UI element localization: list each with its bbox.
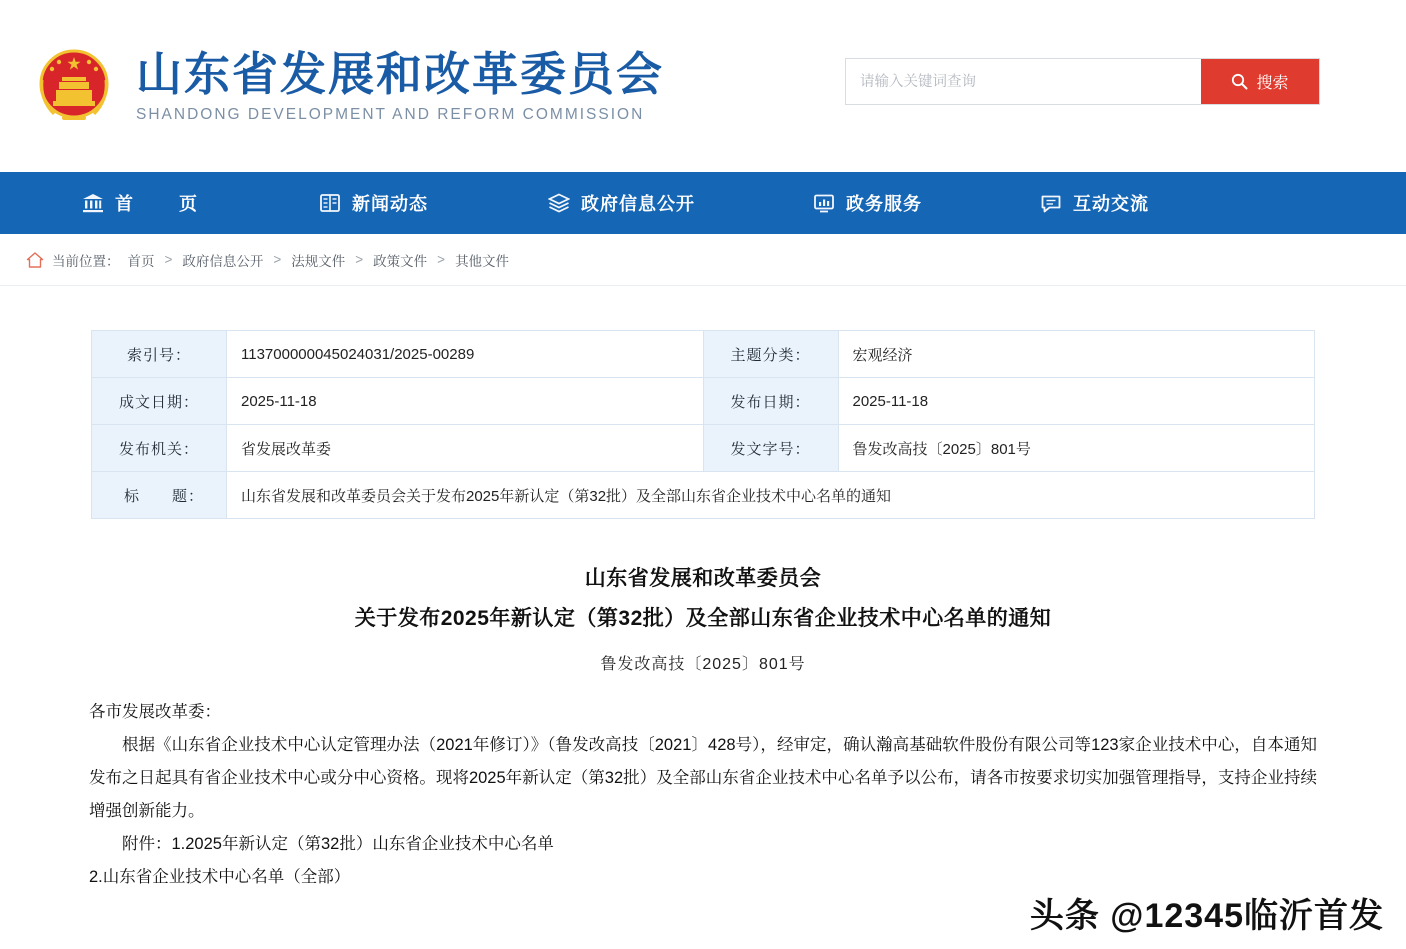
document-title-line2: 关于发布2025年新认定（第32批）及全部山东省企业技术中心名单的通知 (354, 606, 1052, 630)
site-title-block (136, 48, 664, 125)
search-input[interactable] (846, 59, 1201, 104)
breadcrumb (0, 234, 1406, 286)
search-button[interactable] (1201, 59, 1319, 104)
nav-item-interaction[interactable] (1040, 190, 1149, 216)
layers-icon (548, 192, 570, 214)
nav-item-gov-service[interactable] (813, 190, 922, 216)
document-body (89, 696, 1317, 894)
attachment-line-2: 2.山东省企业技术中心名单（全部） (89, 867, 351, 886)
breadcrumb-separator: > (355, 252, 364, 267)
nav-item-interaction-label: 互动交流 (1073, 194, 1149, 214)
table-row (92, 331, 1315, 378)
nav-item-gov-service-label: 政务服务 (846, 194, 922, 214)
nav-item-gov-info[interactable] (548, 190, 695, 216)
body-paragraph-1: 根据《山东省企业技术中心认定管理办法（2021年修订）》（鲁发改高技〔2021〕428号），经审定，确认瀚高基础软件股份有限公司等123家企业技术中心，自本通知发布之日起具有省企业技术中心或分中心资格。现将2025年新认定（第32批）及全部山东省企业技术中心名单予以公布，请各市按要求切实加强管理指导，支持企业持续增强创新能力。 (89, 735, 1317, 820)
table-row (92, 472, 1315, 519)
monitor-icon (813, 192, 835, 214)
search-box[interactable] (845, 58, 1320, 105)
nav-item-news-label: 新闻动态 (352, 194, 428, 214)
breadcrumb-item-1[interactable]: 政府信息公开 (182, 253, 264, 269)
home-bank-icon (82, 192, 104, 214)
meta-value-topic-category: 宏观经济 (838, 331, 1315, 378)
site-logo[interactable] (28, 40, 664, 132)
meta-key-title: 标 题： (92, 472, 227, 519)
main-nav (0, 172, 1406, 234)
document-number: 鲁发改高技〔2025〕801号 (600, 655, 806, 673)
site-title-cn: 山东省发展和改革委员会 (136, 47, 664, 100)
search-icon (1231, 73, 1248, 90)
nav-item-home[interactable] (82, 190, 211, 216)
meta-key-publish-date: 发布日期： (703, 378, 838, 425)
breadcrumb-item-0[interactable]: 首页 (127, 253, 155, 269)
nav-item-news[interactable] (319, 190, 428, 216)
table-row (92, 378, 1315, 425)
watermark: 头条 @12345临沂首发 (1029, 897, 1384, 935)
meta-value-index-number: 113700000045024031/2025-00289 (227, 331, 704, 378)
salutation: 各市发展改革委： (89, 702, 221, 721)
meta-value-title: 山东省发展和改革委员会关于发布2025年新认定（第32批）及全部山东省企业技术中心名单的通知 (227, 472, 1315, 519)
breadcrumb-separator: > (164, 252, 173, 267)
home-icon (26, 251, 44, 269)
breadcrumb-item-4[interactable]: 其他文件 (455, 253, 510, 269)
meta-value-document-number: 鲁发改高技〔2025〕801号 (838, 425, 1315, 472)
document-content (0, 330, 1406, 894)
meta-key-written-date: 成文日期： (92, 378, 227, 425)
document-title-line1: 山东省发展和改革委员会 (584, 567, 822, 590)
nav-item-gov-info-label: 政府信息公开 (581, 194, 695, 214)
search-button-label: 搜索 (1256, 75, 1289, 92)
site-title-en: SHANDONG DEVELOPMENT AND REFORM COMMISSION (136, 106, 645, 124)
chat-icon (1040, 192, 1062, 214)
national-emblem-icon (28, 40, 120, 132)
breadcrumb-separator: > (273, 252, 282, 267)
meta-value-written-date: 2025-11-18 (227, 378, 704, 425)
nav-item-home-label: 首 页 (115, 194, 211, 214)
attachment-line-1: 附件：1.2025年新认定（第32批）山东省企业技术中心名单 (122, 834, 554, 853)
meta-key-topic-category: 主题分类： (703, 331, 838, 378)
meta-value-issuing-agency: 省发展改革委 (227, 425, 704, 472)
table-row (92, 425, 1315, 472)
site-header (0, 0, 1406, 172)
meta-key-document-number: 发文字号： (703, 425, 838, 472)
news-icon (319, 192, 341, 214)
breadcrumb-item-2[interactable]: 法规文件 (291, 253, 346, 269)
meta-key-issuing-agency: 发布机关： (92, 425, 227, 472)
breadcrumb-item-3[interactable]: 政策文件 (373, 253, 428, 269)
document-meta-table (91, 330, 1315, 519)
breadcrumb-label: 当前位置： (52, 253, 120, 269)
meta-value-publish-date: 2025-11-18 (838, 378, 1315, 425)
meta-key-index-number: 索引号： (92, 331, 227, 378)
breadcrumb-separator: > (437, 252, 446, 267)
page-title (0, 559, 1406, 639)
